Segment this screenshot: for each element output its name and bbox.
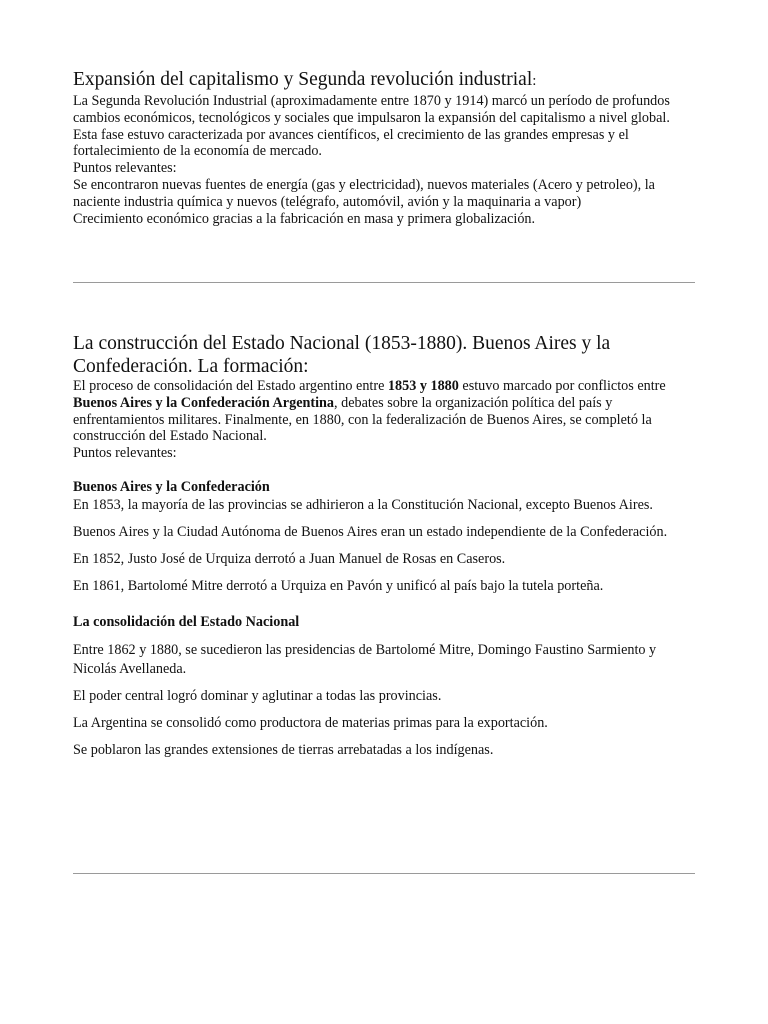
intro-bold-years: 1853 y 1880 (387, 378, 459, 394)
section-estado-nacional (73, 332, 695, 760)
point-item: Crecimiento económico gracias a la fabricación en masa y primera globalización. (73, 210, 536, 227)
section-title (73, 332, 695, 378)
subsection-heading: Buenos Aires y la Confederación (73, 478, 270, 495)
section-intro (73, 378, 695, 445)
point-item: Se encontraron nuevas fuentes de energía (gas y electricidad), nuevos materiales (Acero y petroleo), la naciente industria química y nuevos (telégrafo, automóvil, avión y la maquinaria a vapor) (73, 176, 655, 210)
list-item: Buenos Aires y la Ciudad Autónoma de Buenos Aires eran un estado independiente de la Confederación. (73, 523, 668, 540)
list-item: En 1852, Justo José de Urquiza derrotó a Juan Manuel de Rosas en Caseros. (73, 550, 506, 567)
section-title-line: Confederación. La formación: (73, 356, 309, 377)
list-item: En 1853, la mayoría de las provincias se adhirieron a la Constitución Nacional, excepto Buenos Aires. (73, 496, 653, 513)
section-title (73, 68, 695, 93)
section-intro: La Segunda Revolución Industrial (aproximadamente entre 1870 y 1914) marcó un período de profundos cambios económicos, tecnológicos y sociales que impulsaron la expansión del capitalismo a nivel global. Esta fase estuvo caracterizada por avances científicos, el crecimiento de las grandes empresas y el fortalecimiento de la economía de mercado. (73, 93, 670, 160)
list-item: La Argentina se consolidó como productora de materias primas para la exportación. (73, 714, 548, 731)
intro-text: El proceso de consolidación del Estado argentino entre (73, 378, 388, 394)
subsection-heading: La consolidación del Estado Nacional (73, 613, 300, 630)
section-title-text: Expansión del capitalismo y Segunda revolución industrial (73, 69, 533, 90)
section-title-line: La construcción del Estado Nacional (1853-1880). Buenos Aires y la (73, 333, 611, 354)
puntos-label: Puntos relevantes: (73, 445, 177, 462)
horizontal-divider (73, 873, 695, 874)
list-item: En 1861, Bartolomé Mitre derrotó a Urquiza en Pavón y unificó al país bajo la tutela porteña. (73, 577, 604, 594)
section-title-colon: : (532, 73, 537, 89)
intro-text: estuvo marcado por conflictos entre (458, 378, 666, 394)
intro-text: , debates sobre la organización política del país y enfrentamientos militares. Finalmente, en 1880, con la federalización de Buenos Aires, se completó la construcción del Estado Nacional. (73, 394, 652, 445)
list-item: Entre 1862 y 1880, se sucedieron las presidencias de Bartolomé Mitre, Domingo Faustino Sarmiento y Nicolás Avellaneda. (73, 641, 657, 677)
list-item: El poder central logró dominar y aglutinar a todas las provincias. (73, 687, 442, 704)
intro-bold-actors: Buenos Aires y la Confederación Argentina (73, 394, 335, 411)
section-capitalism (73, 68, 695, 227)
puntos-label: Puntos relevantes: (73, 160, 177, 177)
horizontal-divider (73, 282, 695, 283)
list-item: Se poblaron las grandes extensiones de tierras arrebatadas a los indígenas. (73, 741, 494, 758)
